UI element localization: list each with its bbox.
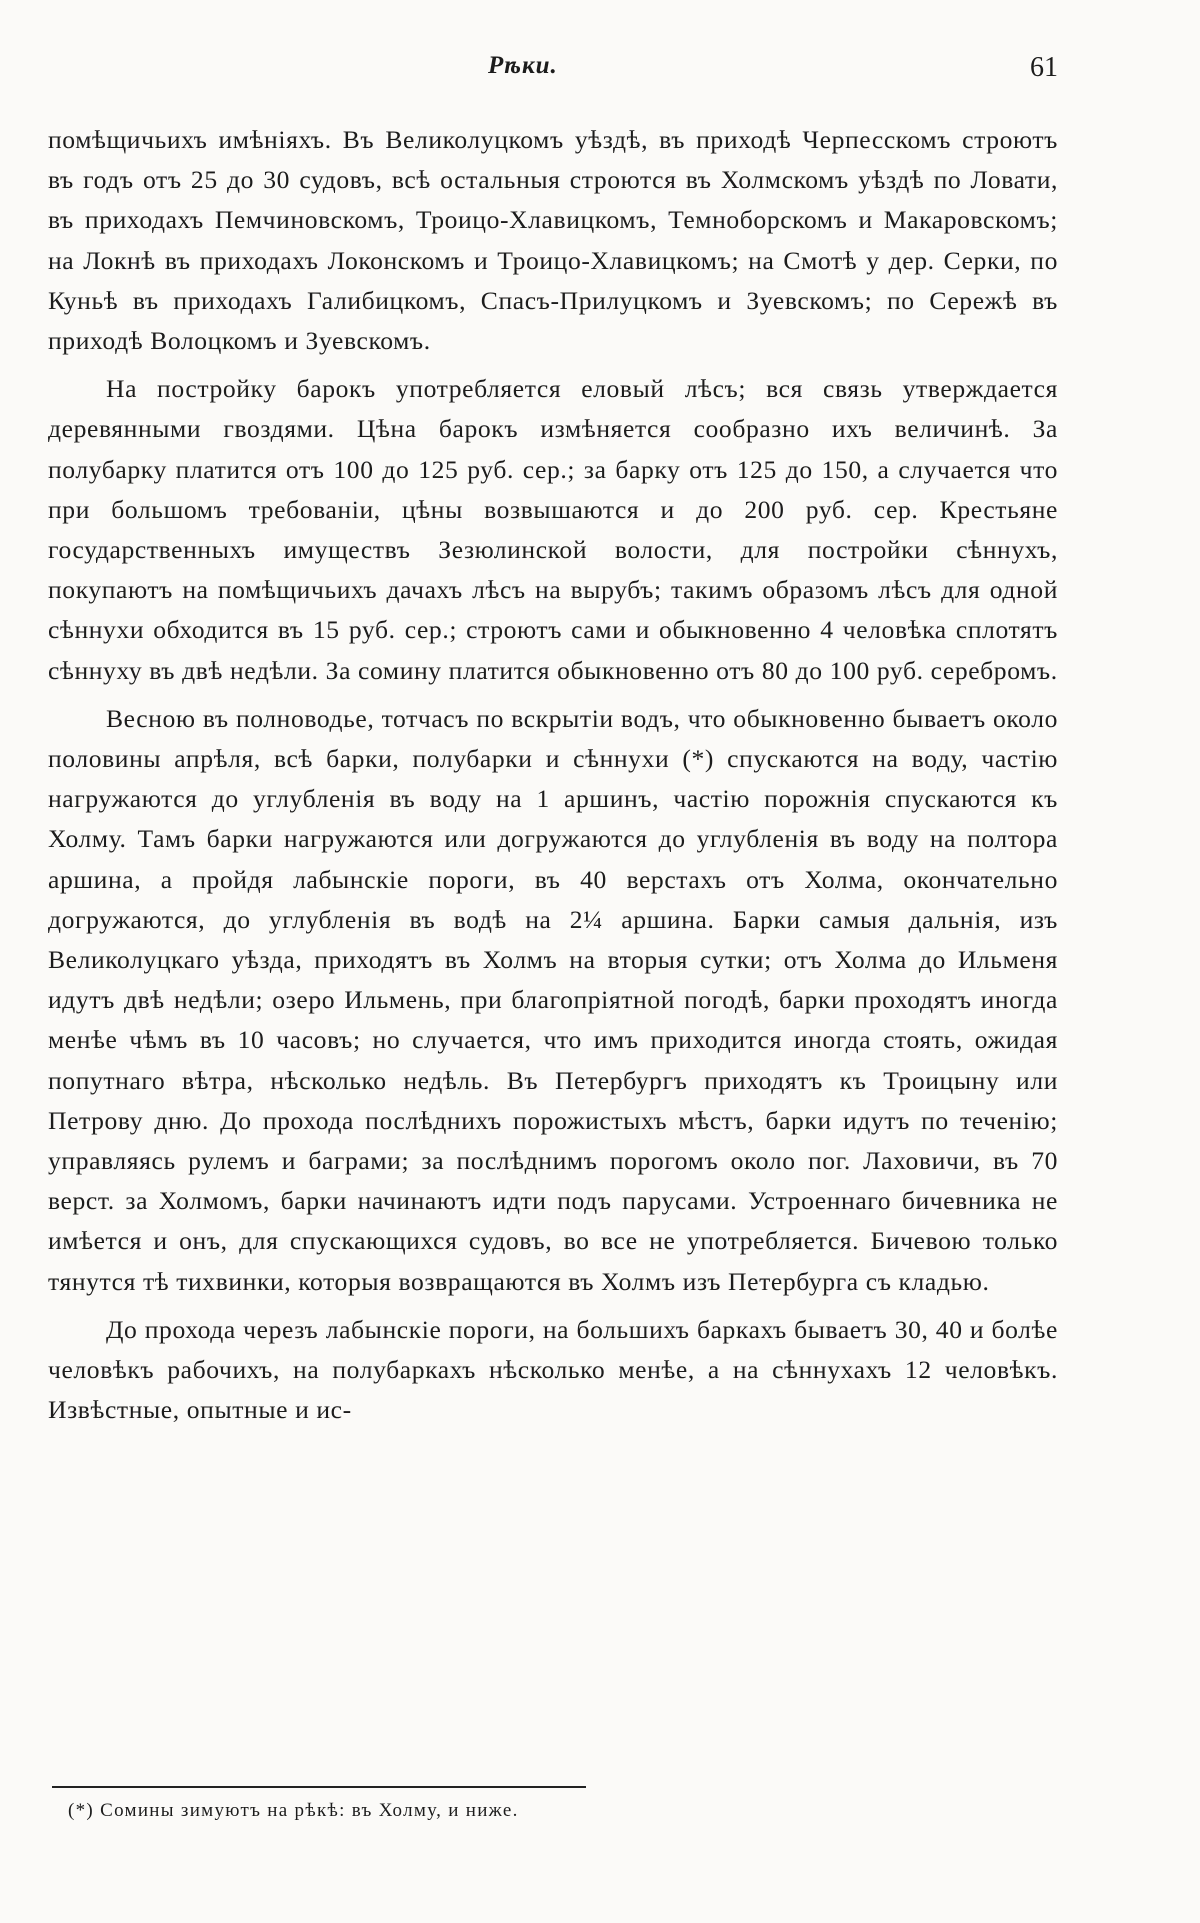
paragraph: На постройку барокъ употребляется еловый лѣсъ; вся связь утверждается деревянными гвоздями. Цѣна барокъ измѣняется сообразно ихъ величинѣ. За полубарку платится отъ 100 до 125 руб. сер.; за барку отъ 125 до 150, а случается что при большомъ требованіи, цѣны возвышаются и до 200 руб. сер. Крестьяне государственныхъ имуществъ Зезюлинской волости, для постройки сѣннухъ, покупаютъ на помѣщичьихъ дачахъ лѣсъ на вырубъ; такимъ образомъ лѣсъ для одной сѣннухи обходится въ 15 руб. сер.; строютъ сами и обыкновенно 4 человѣка сплотятъ сѣннуху въ двѣ недѣли. За сомину платится обыкновенно отъ 80 до 100 руб. серебромъ. — [48, 374, 1058, 685]
paragraph: До прохода черезъ лабынскіе пороги, на большихъ баркахъ бываетъ 30, 40 и болѣе человѣкъ рабочихъ, на полубаркахъ нѣсколько менѣе, а на сѣннухахъ 12 человѣкъ. Извѣстные, опытные и ис- — [48, 1314, 1058, 1425]
page-number: 61 — [1030, 52, 1058, 83]
paragraph: Весною въ полноводье, тотчасъ по вскрытіи водъ, что обыкновенно бываетъ около половины апрѣля, всѣ барки, полубарки и сѣннухи (*) спускаются на воду, частію нагружаются до углубленія въ воду на 1 аршинъ, частію порожнія спускаются къ Холму. Тамъ барки нагружаются или догружаются до углубленія въ воду на полтора аршина, а пройдя лабынскіе пороги, въ 40 верстахъ отъ Холма, окончательно догружаются, до углубленія въ водѣ на 2¼ аршина. Барки самыя дальнія, изъ Великолуцкаго уѣзда, приходятъ въ Холмъ на вторыя сутки; отъ Холма до Ильменя идутъ двѣ недѣли; озеро Ильмень, при благопріятной погодѣ, барки проходятъ иногда менѣе чѣмъ въ 10 часовъ; но случается, что имъ приходится иногда стоять, ожидая попутнаго вѣтра, нѣсколько недѣль. Въ Петербургъ приходятъ къ Троицыну или Петрову дню. До прохода послѣднихъ порожистыхъ мѣстъ, барки идутъ по теченію; управляясь рулемъ и баграми; за послѣднимъ порогомъ около пог. Лаховичи, въ 70 верст. за Холмомъ, барки начинаютъ идти подъ парусами. Устроеннаго бичевника не имѣется и онъ, для спускающихся судовъ, во все не употребляется. Бичевою только тянутся тѣ тихвинки, которыя возвращаются въ Холмъ изъ Петербурга съ кладью. — [48, 703, 1058, 1296]
body-text — [48, 120, 1058, 1439]
running-title: Рѣки. — [488, 52, 558, 79]
page-header — [48, 52, 1058, 92]
footnote: (*) Сомины зимуютъ на рѣкѣ: въ Холму, и ниже. — [68, 1800, 519, 1821]
footnote-rule — [52, 1786, 586, 1788]
paragraph: помѣщичьихъ имѣніяхъ. Въ Великолуцкомъ уѣздѣ, въ приходѣ Черпесскомъ строютъ въ годъ отъ 25 до 30 судовъ, всѣ остальныя строются въ Холмскомъ уѣздѣ по Ловати, въ приходахъ Пемчиновскомъ, Троицо-Хлавицкомъ, Темноборскомъ и Макаровскомъ; на Локнѣ въ приходахъ Локонскомъ и Троицо-Хлавицкомъ; на Смотѣ у дер. Серки, по Куньѣ въ приходахъ Галибицкомъ, Спасъ-Прилуцкомъ и Зуевскомъ; по Сережѣ въ приходѣ Волоцкомъ и Зуевскомъ. — [48, 125, 1058, 356]
